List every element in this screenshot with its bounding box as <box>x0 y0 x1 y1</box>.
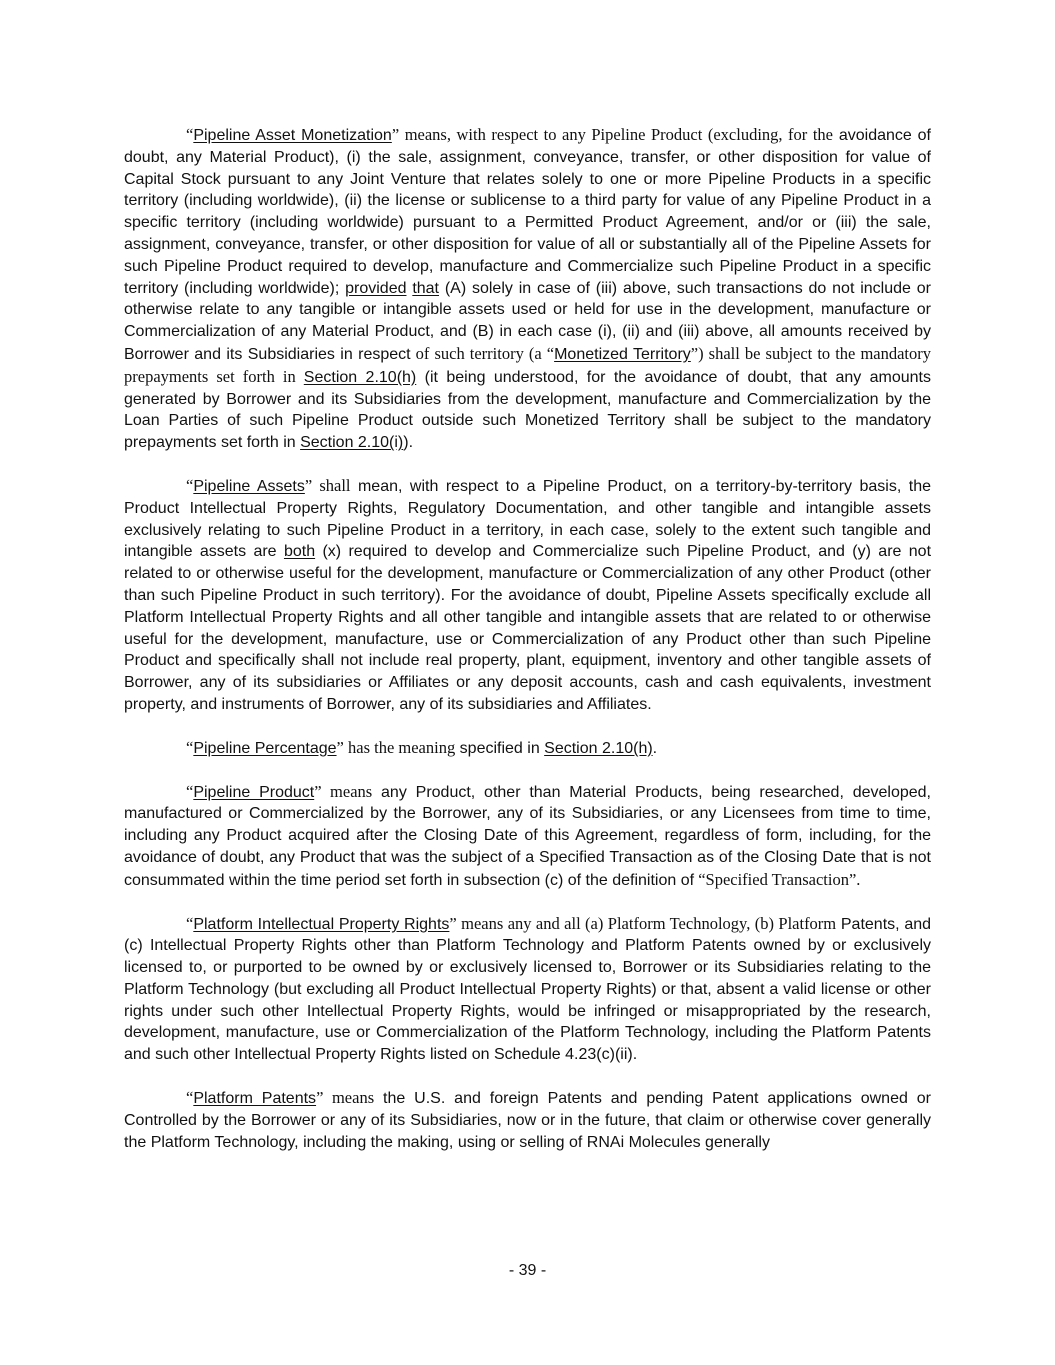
definition-text: ). <box>403 434 414 452</box>
definition-lead: means <box>321 781 373 801</box>
definition-text: mean, with respect to a Pipeline Product, on a territory-by-territory basis, the Product Intellectual Property Rights, Regulatory Documentation, and other tangible and intangible assets exclusively relating to such Pipeline Product in a territory, in each case, solely to the extent such tangible and intangible assets are <box>124 477 931 561</box>
open-quote: “ <box>186 781 194 801</box>
section-reference: Section 2.10(h) <box>544 739 653 757</box>
defined-term: Pipeline Assets <box>193 477 305 495</box>
definition-text: (it being understood, for the avoidance of doubt, that any amounts generated by Borrower and its Subsidiaries from the development, manufacture and Commercialization by the Loan Parties of such Pipeline Product outside such Monetized Territory shall be subject to the mandatory prepayments set forth in <box>124 368 931 452</box>
defined-term: Pipeline Product <box>193 783 315 801</box>
open-quote: “ <box>186 913 194 933</box>
proviso-provided: provided <box>345 279 407 297</box>
definition-platform-ip-rights <box>124 913 931 1067</box>
definition-text: (x) required to develop and Commercialize such Pipeline Product, and (y) are not related to or otherwise useful for the development, manufacture or Commercialization of any other Product (other than such Pipeline Product in such territory). For the avoidance of doubt, Pipeline Assets specifically exclude all Platform Intellectual Property Rights and all other tangible and intangible assets that are related to or otherwise useful for the development, manufacture, use or Commercialization of any Product other than such Pipeline Product and specifically shall not include real property, plant, equipment, inventory and other tangible assets of Borrower, any of its subsidiaries or Affiliates or any deposit accounts, cash and cash equivalents, investment property, and instruments of Borrower, any of its subsidiaries and Affiliates. <box>124 543 932 713</box>
definition-text: of such territory (a “ <box>410 343 555 363</box>
emphasis-both: both <box>283 543 316 561</box>
definition-pipeline-product <box>124 781 931 892</box>
definition-lead: has the meaning <box>343 737 456 757</box>
proviso-that: that <box>412 279 439 297</box>
definition-lead: means <box>323 1088 375 1108</box>
document-body <box>124 124 931 1174</box>
definition-lead: shall <box>312 475 351 495</box>
definition-tail: “Specified Transaction”. <box>694 869 861 889</box>
open-quote: “ <box>186 1088 194 1108</box>
open-quote: “ <box>186 475 194 495</box>
definition-text: . <box>652 739 658 757</box>
definition-platform-patents <box>124 1087 931 1153</box>
close-quote: ” <box>391 125 400 144</box>
definition-lead: means any and all (a) Platform Technology, (b) Platform <box>456 913 837 933</box>
defined-term: Pipeline Percentage <box>193 739 337 757</box>
section-reference: Section 2.10(h) <box>303 368 417 386</box>
close-quote: ” <box>336 737 344 757</box>
page-number: - 39 - <box>508 1262 547 1279</box>
open-quote: “ <box>186 737 194 757</box>
definition-text: Patents, and (c) Intellectual Property Rights other than Platform Technology and Platform Patents owned by or exclusively licensed to, or purported to be owned by or exclusively licensed to, Borrower or its Subsidiaries relating to the Platform Technology (but excluding all Product Intellectual Property Rights) or that, absent a valid license or other rights under such other Intellectual Property Rights, would be infringed or misappropriated by the research, development, manufacture, use or Commercialization of the Platform Technology, including the Platform Patents and such other Intellectual Property Rights listed on Schedule 4.23(c)(ii). <box>124 915 932 1064</box>
definition-text: avoidance of doubt, any Material Product), (i) the sale, assignment, conveyance, transfer, or other disposition for value of Capital Stock pursuant to any Joint Venture that relates solely to one or more Pipeline Products in a specific territory (including worldwide), (ii) the license or sublicense to a third party for value of any Pipeline Product in a specific territory (including worldwide) pursuant to a Permitted Product Agreement, and/or or (iii) the sale, assignment, conveyance, transfer, or other disposition for value of all or substantially all of the Pipeline Assets for such Pipeline Product required to develop, manufacture and Commercialize such Pipeline Product in a specific territory (including worldwide); <box>124 127 932 297</box>
open-quote: “ <box>186 125 194 144</box>
section-reference: Section 2.10(i) <box>300 434 404 452</box>
defined-term: Pipeline Asset Monetization <box>193 127 392 144</box>
definition-text: any Product, other than Material Products, being researched, developed, manufactured or Commercialized by the Borrower, any of its Subsidiaries, or any Licensees from time to time, including any Product acquired after the Closing Date of this Agreement, regardless of form, including, for the avoidance of doubt, any Product that was the subject of a Specified Transaction as of the Closing Date that is not consummated within the time period set forth in subsection (c) of the definition of <box>124 783 931 889</box>
definition-text: (A) solely in case of (iii) above, such transactions do not include or otherwise relate to any tangible or intangible assets used or held for use in the development, manufacture or Commercialization of any Material Product, and (B) in each case (i), (ii) and (iii) above, all amounts received by Borrower and its Subsidiaries in respect <box>124 279 931 363</box>
definition-lead: means, with respect to any Pipeline Product (excluding, for the <box>399 125 833 144</box>
definition-text: the U.S. and foreign Patents and pending Patent applications owned or Controlled by the Borrower or any of its Subsidiaries, now or in the future, that claim or otherwise cover generally the Platform Technology, including the making, using or selling of RNAi Molecules generally <box>124 1090 932 1151</box>
definition-pipeline-percentage <box>124 737 931 760</box>
close-quote: ” <box>316 1088 324 1108</box>
definition-text: specified in <box>455 739 545 757</box>
definition-pipeline-asset-monetization <box>124 124 931 454</box>
defined-term: Platform Intellectual Property Rights <box>193 915 450 933</box>
close-quote: ” <box>304 475 313 495</box>
definition-pipeline-assets <box>124 475 931 716</box>
close-quote: ” <box>314 781 322 801</box>
definition-text: ”) shall be subject to the mandatory prepayments set forth in <box>124 343 932 386</box>
defined-term-monetized-territory: Monetized Territory <box>554 345 691 363</box>
close-quote: ” <box>449 913 457 933</box>
defined-term: Platform Patents <box>193 1090 317 1108</box>
